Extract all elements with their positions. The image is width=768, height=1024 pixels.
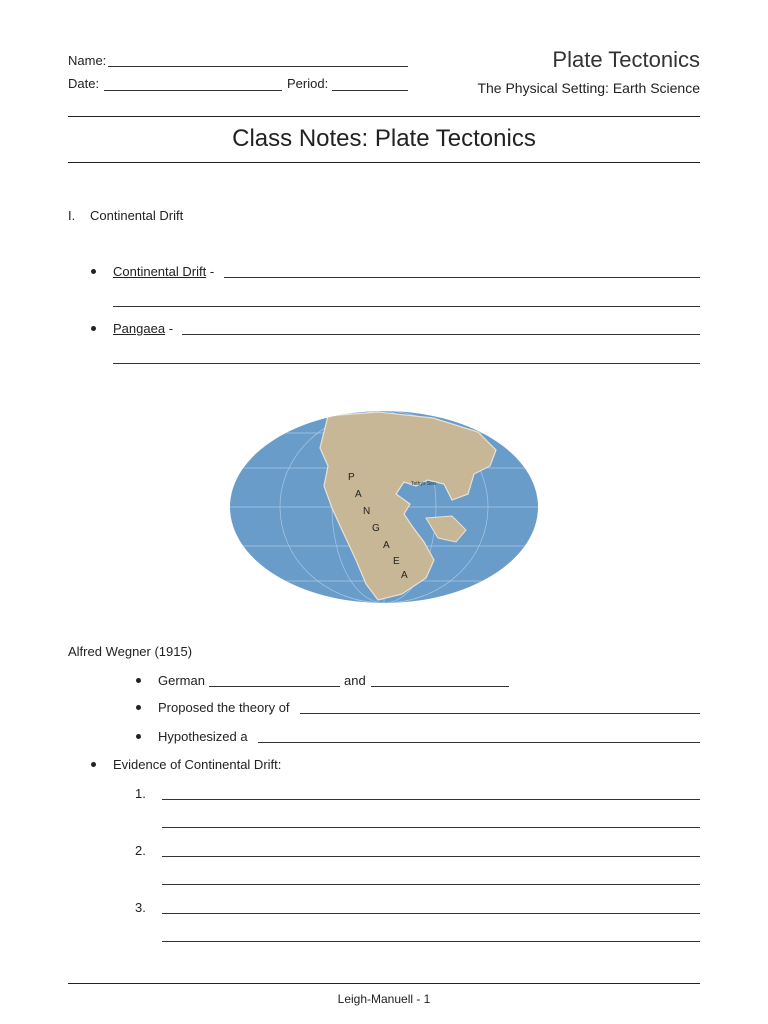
page-title: Class Notes: Plate Tectonics (232, 125, 536, 152)
map-letter: N (363, 506, 371, 517)
german-blank-2[interactable] (371, 686, 509, 687)
name-label: Name: (68, 53, 107, 68)
definition-blank[interactable] (182, 334, 700, 335)
map-letter: G (372, 523, 380, 534)
wegner-item-theory: Proposed the theory of (158, 700, 290, 715)
german-blank-1[interactable] (209, 686, 340, 687)
term-pangaea: Pangaea - (113, 321, 174, 336)
evidence-number: 3. (135, 900, 146, 915)
section-numeral: I. (68, 208, 76, 223)
wegner-heading: Alfred Wegner (1915) (68, 644, 193, 659)
definition-blank[interactable] (224, 277, 700, 278)
map-letter: A (383, 540, 390, 551)
map-letter: A (355, 489, 362, 500)
bullet (91, 762, 96, 767)
sea-label: Tethys Sea (411, 481, 436, 487)
evidence-blank[interactable] (162, 884, 700, 885)
wegner-item-german: German (158, 673, 205, 688)
evidence-blank[interactable] (162, 941, 700, 942)
header-divider (68, 116, 700, 117)
evidence-number: 1. (135, 786, 146, 801)
definition-blank[interactable] (113, 306, 700, 307)
header-subtitle: The Physical Setting: Earth Science (477, 80, 700, 96)
evidence-number: 2. (135, 843, 146, 858)
bullet (136, 705, 141, 710)
map-letter: P (348, 472, 355, 483)
hypothesized-blank[interactable] (258, 742, 700, 743)
period-label: Period: (287, 76, 329, 91)
section-heading: Continental Drift (90, 208, 184, 223)
footer-divider (68, 983, 700, 984)
title-divider (68, 162, 700, 163)
definition-blank[interactable] (113, 363, 700, 364)
evidence-blank[interactable] (162, 799, 700, 800)
header-title: Plate Tectonics (552, 47, 700, 72)
term-continental-drift: Continental Drift - (113, 264, 215, 279)
bullet (136, 678, 141, 683)
evidence-blank[interactable] (162, 856, 700, 857)
theory-blank[interactable] (300, 713, 700, 714)
evidence-heading: Evidence of Continental Drift: (113, 757, 282, 772)
pangaea-map (228, 408, 540, 606)
evidence-blank[interactable] (162, 913, 700, 914)
name-blank[interactable] (108, 66, 408, 67)
period-blank[interactable] (332, 90, 408, 91)
date-blank[interactable] (104, 90, 282, 91)
wegner-item-hypothesized: Hypothesized a (158, 729, 248, 744)
evidence-blank[interactable] (162, 827, 700, 828)
bullet (91, 269, 96, 274)
map-letter: E (393, 556, 400, 567)
date-label: Date: (68, 76, 100, 91)
bullet (136, 734, 141, 739)
footer-text: Leigh-Manuell - 1 (337, 992, 431, 1006)
bullet (91, 326, 96, 331)
wegner-item-and: and (344, 673, 366, 688)
map-letter: A (401, 570, 408, 581)
